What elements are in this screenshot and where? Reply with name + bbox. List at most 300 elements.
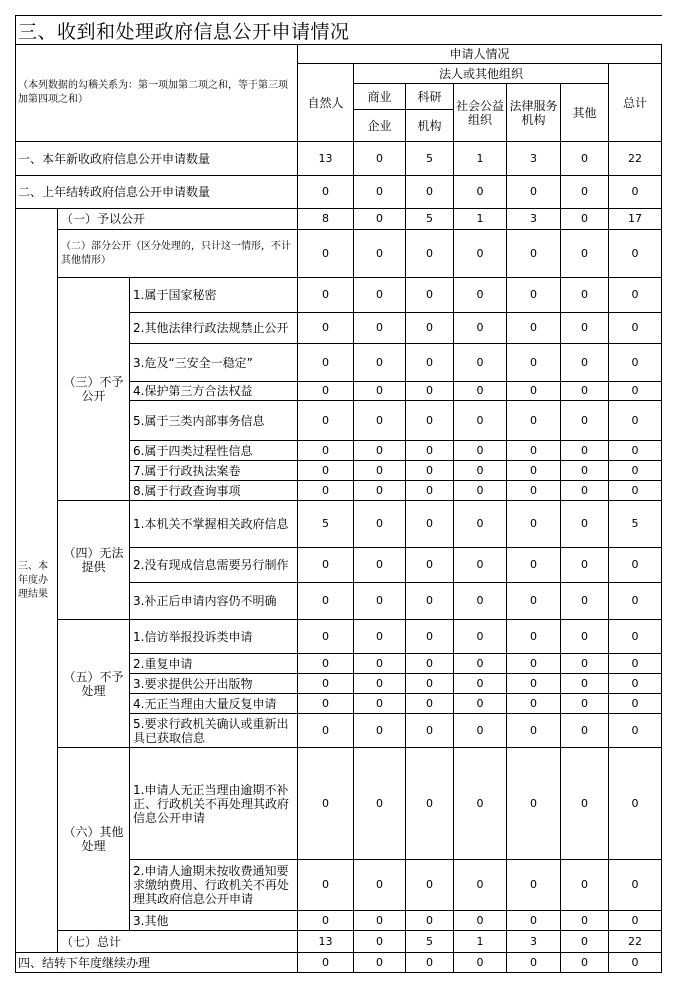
row-value — [454, 209, 507, 230]
row-value-text: 0 — [631, 463, 639, 477]
row-value — [561, 230, 609, 278]
row-value-text: 0 — [631, 483, 639, 497]
row-label — [130, 620, 298, 654]
row-value-text: 0 — [322, 594, 329, 607]
row-value-text: 0 — [581, 676, 588, 690]
header-natural — [298, 64, 354, 142]
row-label — [130, 548, 298, 583]
row-value-text: 0 — [476, 246, 484, 260]
row-value-text: 0 — [581, 185, 588, 198]
header-legal-org-text: 法人或其他组织 — [438, 66, 523, 81]
row-value — [298, 694, 354, 714]
row-value-text: 0 — [322, 321, 329, 334]
row-value — [354, 441, 406, 461]
row-value-text: 0 — [376, 288, 383, 301]
row-value — [609, 860, 662, 911]
row-value-text: 0 — [322, 185, 329, 198]
row-value-text: 0 — [476, 413, 484, 427]
row-value-text: 0 — [530, 384, 537, 397]
row-value-text: 1 — [476, 151, 484, 165]
row-value-text: 0 — [581, 934, 588, 948]
row-value-text: 1 — [476, 934, 484, 948]
header-legal-org — [354, 64, 609, 84]
row-value — [454, 748, 507, 860]
row-label — [130, 401, 298, 441]
row-value-text: 22 — [628, 934, 642, 948]
row-value-text: 0 — [581, 151, 588, 165]
row-value-text: 0 — [426, 288, 433, 301]
row-label-text: 3.危及“三安全一稳定” — [133, 355, 253, 370]
row-value-text: 0 — [581, 656, 588, 670]
row-value — [406, 911, 454, 931]
row-value — [561, 654, 609, 674]
row-value-text: 0 — [376, 413, 383, 427]
row-label-text: 2.其他法律行政法规禁止公开 — [133, 321, 289, 335]
row-value-text: 0 — [631, 955, 639, 969]
row-label — [58, 209, 298, 230]
row-value — [406, 230, 454, 278]
row-value — [561, 501, 609, 548]
row-value-text: 3 — [530, 151, 537, 165]
row-value — [406, 209, 454, 230]
row-value-text: 0 — [426, 443, 433, 457]
header-total-text: 总计 — [622, 95, 647, 110]
row-value-text: 0 — [376, 151, 383, 165]
row-value-text: 0 — [376, 246, 383, 260]
row-value-text: 0 — [426, 656, 433, 670]
row-value-text: 0 — [376, 696, 383, 710]
row-label-text: 2.重复申请 — [133, 656, 193, 671]
row-value — [406, 441, 454, 461]
row-label-text: 4.保护第三方合法权益 — [133, 384, 253, 398]
row-value-text: 0 — [426, 696, 433, 710]
row-value — [454, 142, 507, 176]
row-value — [298, 344, 354, 382]
row-value-text: 0 — [322, 955, 329, 969]
row-value — [406, 714, 454, 748]
row-value-text: 0 — [530, 558, 537, 571]
row-value-text: 5 — [631, 517, 639, 530]
row-value-text: 0 — [376, 558, 383, 571]
row-value — [561, 674, 609, 694]
row-value — [354, 401, 406, 441]
row-value-text: 0 — [322, 355, 329, 369]
row-label — [130, 481, 298, 501]
row-value-text: 0 — [426, 463, 433, 477]
row-value-text: 0 — [376, 483, 383, 497]
row-value — [406, 583, 454, 620]
row-value — [609, 278, 662, 313]
row-value-text: 0 — [581, 696, 588, 710]
row-value-text: 0 — [426, 355, 433, 369]
row-value — [406, 142, 454, 176]
row-value-text: 0 — [426, 723, 433, 737]
row-value-text: 0 — [530, 185, 537, 198]
row-value — [609, 142, 662, 176]
row-value-text: 0 — [322, 483, 329, 497]
row-value-text: 0 — [376, 384, 383, 397]
row-label — [130, 278, 298, 313]
row-value — [354, 481, 406, 501]
header-natural-text: 自然人 — [307, 95, 344, 110]
row-value — [298, 748, 354, 860]
row-value — [354, 694, 406, 714]
row-value — [454, 953, 507, 973]
row-value-text: 0 — [631, 321, 639, 334]
row-value — [298, 931, 354, 953]
row-value — [354, 313, 406, 344]
row-value — [406, 461, 454, 481]
row-value — [561, 142, 609, 176]
header-note — [15, 44, 298, 142]
row-value-text: 0 — [530, 955, 537, 969]
row-value-text: 0 — [476, 288, 484, 301]
row-label-text: 4.无正当理由大量反复申请 — [133, 696, 277, 711]
row-value-text: 13 — [318, 934, 333, 948]
section3-label — [15, 209, 58, 953]
row-value-text: 0 — [581, 321, 588, 334]
row-value-text: 0 — [581, 558, 588, 571]
group-not-disclose-text: （三）不予公开 — [63, 375, 124, 403]
row-label-text: 8.属于行政查询事项 — [133, 483, 241, 498]
row-value-text: 0 — [631, 185, 639, 198]
header-research-top — [406, 84, 454, 110]
header-legal-service — [507, 84, 561, 142]
row-value-text: 0 — [476, 696, 484, 710]
row-value-text: 0 — [581, 246, 588, 260]
row-value — [298, 278, 354, 313]
row-value-text: 0 — [476, 723, 484, 737]
row-value-text: 0 — [631, 723, 639, 737]
row-value-text: 0 — [322, 878, 329, 891]
row-value — [354, 674, 406, 694]
section3-label-text: 三、本年度办理结果 — [18, 560, 48, 600]
row-value-text: 0 — [426, 558, 433, 571]
row-value — [609, 654, 662, 674]
row-value — [609, 674, 662, 694]
row-label-text: （二）部分公开（区分处理的，只计这一情形，不计其他情形） — [61, 240, 291, 266]
row-value — [298, 583, 354, 620]
row-value — [406, 382, 454, 401]
row-value-text: 0 — [322, 696, 329, 710]
row-label-text: 1.本机关不掌握相关政府信息 — [133, 517, 289, 531]
row-value — [298, 548, 354, 583]
header-commercial-bottom — [354, 110, 406, 142]
row-value — [609, 583, 662, 620]
row-value — [354, 230, 406, 278]
row-value-text: 0 — [530, 288, 537, 301]
row-value-text: 0 — [476, 955, 484, 969]
row-value-text: 0 — [322, 288, 329, 301]
row-value — [609, 481, 662, 501]
row-label — [58, 230, 298, 278]
row-value — [354, 461, 406, 481]
row-value-text: 0 — [581, 288, 588, 301]
row-value-text: 0 — [476, 463, 484, 477]
row-value-text: 0 — [530, 796, 537, 810]
row-value-text: 0 — [631, 913, 639, 927]
row-label — [130, 654, 298, 674]
row-value-text: 0 — [530, 656, 537, 670]
row-value-text: 0 — [476, 629, 484, 643]
row-value-text: 0 — [322, 443, 329, 457]
row-value-text: 0 — [376, 913, 383, 927]
row-value — [354, 209, 406, 230]
row-value-text: 0 — [530, 878, 537, 891]
row-label-text: 6.属于四类过程性信息 — [133, 443, 253, 458]
row-value — [406, 481, 454, 501]
row-value-text: 0 — [322, 676, 329, 690]
row-value-text: 0 — [530, 629, 537, 643]
row-value-text: 0 — [631, 696, 639, 710]
row-label — [130, 344, 298, 382]
row-value — [298, 501, 354, 548]
row-value-text: 0 — [581, 355, 588, 369]
row-value — [507, 176, 561, 209]
row-value-text: 0 — [426, 796, 433, 810]
row-value-text: 13 — [318, 151, 333, 165]
row-value — [507, 278, 561, 313]
row-value — [454, 654, 507, 674]
row-value-text: 0 — [631, 656, 639, 670]
row-label-text: 二、上年结转政府信息公开申请数量 — [18, 185, 211, 199]
row-value-text: 0 — [581, 594, 588, 607]
row-value-text: 0 — [631, 384, 639, 397]
row-value-text: 1 — [476, 212, 484, 225]
row-label — [130, 461, 298, 481]
row-value — [609, 694, 662, 714]
row-value-text: 5 — [322, 517, 329, 530]
row-value — [454, 714, 507, 748]
row-value — [561, 176, 609, 209]
group-not-disclose — [58, 278, 130, 501]
row-value-text: 0 — [581, 483, 588, 497]
row-value-text: 0 — [581, 517, 588, 530]
row-value — [507, 654, 561, 674]
row-value-text: 0 — [476, 656, 484, 670]
row-value — [507, 548, 561, 583]
row-value — [298, 714, 354, 748]
row-value — [298, 461, 354, 481]
row-value — [298, 313, 354, 344]
row-label — [130, 313, 298, 344]
row-value — [354, 382, 406, 401]
row-value-text: 0 — [631, 413, 639, 427]
row-value-text: 0 — [322, 913, 329, 927]
row-label — [130, 860, 298, 911]
header-research-bottom — [406, 110, 454, 142]
row-value-text: 0 — [530, 723, 537, 737]
row-value-text: 0 — [530, 913, 537, 927]
row-value-text: 0 — [376, 796, 383, 810]
row-value-text: 8 — [322, 212, 329, 225]
row-value-text: 0 — [322, 723, 329, 737]
row-value — [354, 501, 406, 548]
row-value — [454, 176, 507, 209]
row-value — [561, 694, 609, 714]
row-value — [298, 953, 354, 973]
row-value — [609, 911, 662, 931]
row-value — [298, 674, 354, 694]
row-value — [354, 278, 406, 313]
row-value-text: 0 — [476, 594, 484, 607]
row-value — [354, 860, 406, 911]
row-value-text: 0 — [322, 384, 329, 397]
row-value-text: 0 — [631, 288, 639, 301]
row-value-text: 0 — [631, 443, 639, 457]
row-value-text: 0 — [631, 558, 639, 571]
row-value — [561, 209, 609, 230]
row-value — [609, 382, 662, 401]
row-value — [406, 674, 454, 694]
row-value — [406, 278, 454, 313]
row-value — [406, 931, 454, 953]
row-value — [354, 953, 406, 973]
row-value-text: 0 — [476, 355, 484, 369]
row-value-text: 5 — [426, 151, 433, 165]
row-value-text: 0 — [476, 185, 484, 198]
row-value-text: 0 — [530, 483, 537, 497]
row-value — [507, 748, 561, 860]
row-value-text: 22 — [628, 151, 642, 165]
row-value — [406, 501, 454, 548]
row-value-text: 0 — [376, 185, 383, 198]
row-value — [507, 481, 561, 501]
header-other-text: 其他 — [572, 105, 597, 120]
row-value-text: 0 — [426, 629, 433, 643]
row-value-text: 0 — [476, 878, 484, 891]
row-value-text: 0 — [376, 594, 383, 607]
row-value — [561, 344, 609, 382]
row-value-text: 0 — [476, 517, 484, 530]
row-value-text: 0 — [376, 629, 383, 643]
group-not-process-text: （五）不予处理 — [63, 669, 124, 698]
row-value — [507, 142, 561, 176]
row-value-text: 0 — [376, 517, 383, 530]
row-value — [609, 401, 662, 441]
row-value-text: 0 — [322, 558, 329, 571]
row-label — [130, 694, 298, 714]
row-value-text: 0 — [322, 413, 329, 427]
row-value-text: 0 — [426, 878, 433, 891]
row-value — [507, 441, 561, 461]
row-value — [561, 860, 609, 911]
row-value — [609, 714, 662, 748]
row-value — [561, 911, 609, 931]
row-value — [454, 674, 507, 694]
row-label-text: 四、结转下年度继续办理 — [18, 955, 151, 970]
row-value — [561, 620, 609, 654]
row-value — [609, 344, 662, 382]
row-value-text: 3 — [530, 212, 537, 225]
row-value-text: 0 — [581, 443, 588, 457]
row-value — [507, 461, 561, 481]
row-value-text: 5 — [426, 212, 433, 225]
row-value — [354, 176, 406, 209]
row-value-text: 0 — [476, 443, 484, 457]
row-value — [507, 931, 561, 953]
row-value-text: 0 — [530, 517, 537, 530]
row-value — [561, 481, 609, 501]
row-value-text: 0 — [631, 246, 639, 260]
row-value — [609, 620, 662, 654]
row-value — [354, 142, 406, 176]
row-value — [406, 401, 454, 441]
row-value — [507, 953, 561, 973]
row-value — [354, 931, 406, 953]
row-value — [454, 441, 507, 461]
row-value — [454, 931, 507, 953]
row-value-text: 0 — [476, 384, 484, 397]
row-value — [454, 911, 507, 931]
group-other-process — [58, 748, 130, 931]
row-value — [298, 382, 354, 401]
row-value-text: 0 — [426, 517, 433, 530]
row-value — [454, 548, 507, 583]
row-value — [609, 501, 662, 548]
row-label-text: 3.其他 — [133, 913, 169, 928]
row-value — [609, 230, 662, 278]
row-value-text: 0 — [581, 878, 588, 891]
row-value — [354, 620, 406, 654]
row-value — [507, 382, 561, 401]
row-value — [454, 230, 507, 278]
row-value — [609, 548, 662, 583]
group-other-process-text: （六）其他处理 — [63, 825, 124, 853]
header-applicant — [298, 44, 662, 64]
row-value-text: 0 — [581, 413, 588, 427]
row-label-text: （七）总计 — [61, 934, 122, 949]
row-label-text: 7.属于行政执法案卷 — [133, 463, 241, 478]
row-value-text: 0 — [631, 878, 639, 891]
row-value — [454, 461, 507, 481]
row-value-text: 0 — [426, 246, 433, 260]
header-other — [561, 84, 609, 142]
row-value-text: 0 — [530, 676, 537, 690]
row-label — [15, 142, 298, 176]
row-label — [130, 501, 298, 548]
row-value — [298, 911, 354, 931]
row-value — [507, 674, 561, 694]
row-value-text: 0 — [376, 321, 383, 334]
row-value — [507, 694, 561, 714]
row-value — [406, 344, 454, 382]
row-value-text: 0 — [530, 594, 537, 607]
header-note-text: （本列数据的勾稽关系为：第一项加第二项之和，等于第三项加第四项之和） — [18, 79, 288, 105]
row-label — [130, 583, 298, 620]
row-value-text: 0 — [426, 384, 433, 397]
row-label-text: 一、本年新收政府信息公开申请数量 — [18, 151, 211, 166]
row-value — [507, 313, 561, 344]
row-value — [406, 694, 454, 714]
row-value — [454, 401, 507, 441]
row-value — [354, 583, 406, 620]
row-value-text: 0 — [376, 463, 383, 477]
header-total — [609, 64, 662, 142]
row-value-text: 0 — [426, 483, 433, 497]
row-value — [354, 548, 406, 583]
row-value — [507, 344, 561, 382]
row-value-text: 0 — [476, 483, 484, 497]
row-value — [298, 142, 354, 176]
row-value-text: 0 — [376, 676, 383, 690]
row-value — [454, 860, 507, 911]
row-value-text: 0 — [530, 413, 537, 427]
row-value — [561, 382, 609, 401]
row-label-text: 3.要求提供公开出版物 — [133, 676, 253, 691]
row-value — [561, 714, 609, 748]
row-value — [454, 344, 507, 382]
